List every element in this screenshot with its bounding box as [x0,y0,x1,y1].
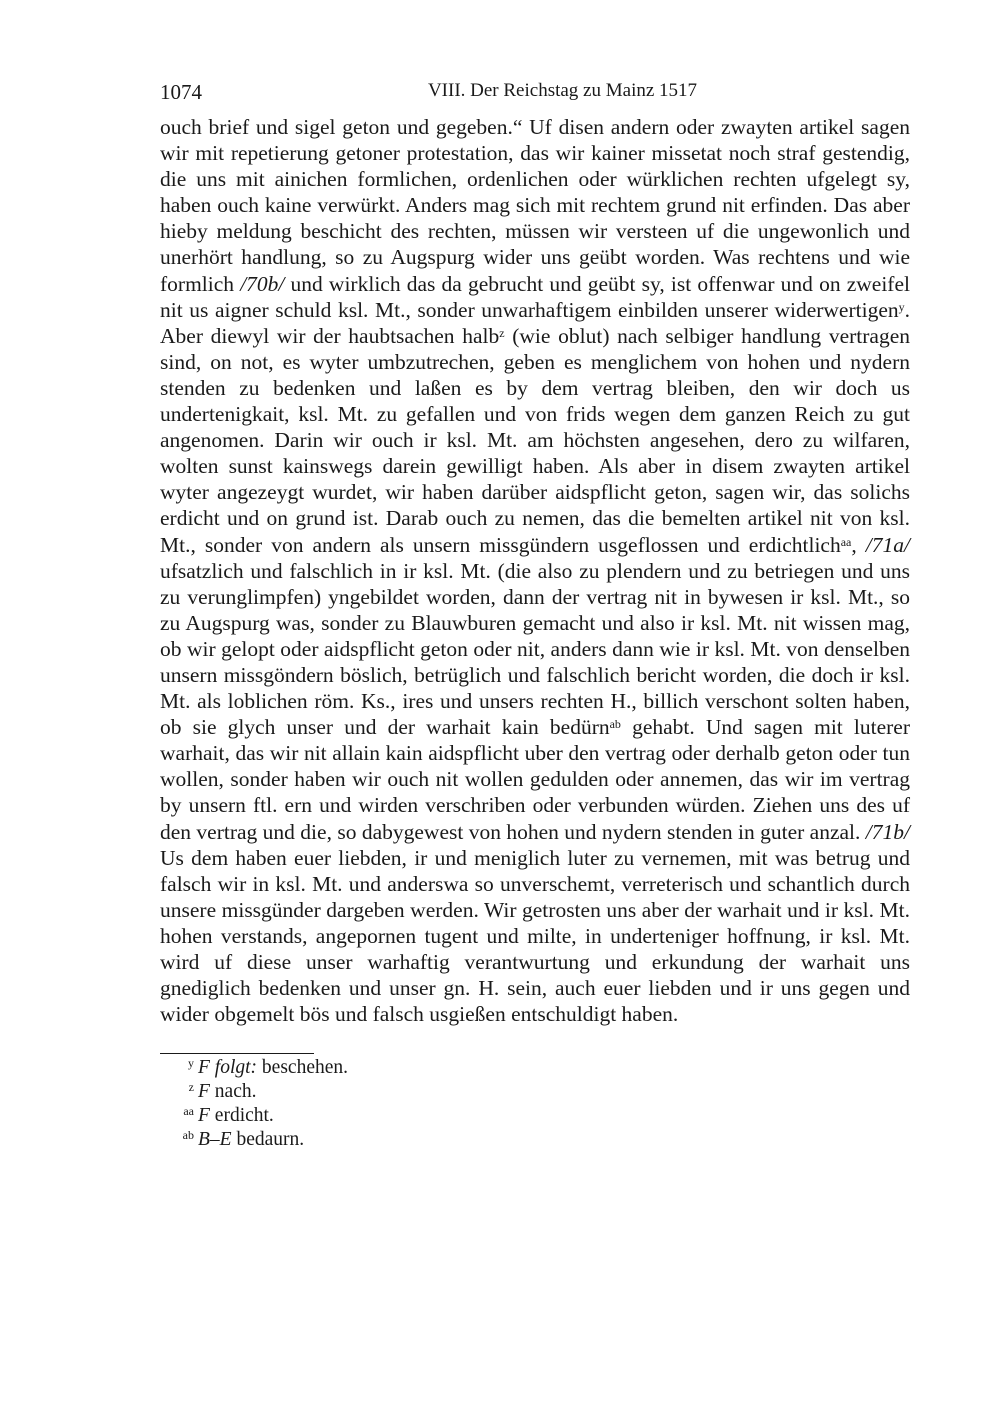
footnote: $^{aa}$ F erdicht. [183,1104,274,1127]
page-header [160,80,910,108]
running-head: VIII. Der Reichstag zu Mainz 1517 [427,80,698,101]
footnote-ref: z [499,325,505,340]
footnote: $^z$ F nach. [188,1080,257,1103]
footnote-ref: y [898,299,905,314]
footnote-text: bedaurn. [236,1129,305,1151]
text-segment: Us dem haben euer liebden, ir und meniglich luter zu vernemen, mit was betrug und falsch wir in ksl. Mt. und anderswa so unverschemt, verreterisch und schantlich durch unsere missgünder dargeben werden. Wir getrosten uns aber der warhait und ir ksl. Mt. hohen verstands, angepornen tugent und milte, in underteniger hoffnung, ir ksl. Mt. wird uf diese unser warhaftig verantwurtung und erkundung der warhait uns gnediglich bedenken und unser gn. H. sein, auch euer liebden und ir uns gegen und wider obgemelt bös und falsch usgießen entschuldigt haben. [160,845,910,1027]
text-segment: , [851,532,866,557]
page-number: 1074 [160,80,202,104]
footnote: $^y$ F folgt: beschehen. [188,1056,349,1079]
text-segment: . Aber diewyl wir der haubtsachen halb [160,297,910,348]
text-segment: und wirklich das da gebrucht und geübt sy, ist offenwar und on zweifel nit us aigner schuld ksl. Mt., sonder unwarhaftigem einbilden unserer widerwertigen [160,271,910,322]
footnote-text: erdicht. [214,1105,274,1127]
footnote-source: F folgt: [198,1057,258,1079]
main-text [160,114,910,1027]
footnote-ref: ab [609,717,621,732]
text-segment: ufsatzlich und falschlich in ir ksl. Mt. (die also zu plendern und zu betriegen und uns zu verunglimpfen) yngebildet worden, dann der vertrag nit in bywesen ir ksl. Mt., so zu Augspurg was, sonder zu Blauwburen gemacht und also ir ksl. Mt. nit wissen mag, ob wir gelopt oder aidspflicht geton oder nit, anders dann wie ir ksl. Mt. von denselben unsern missgöndern böslich, betrüglich und falschlich bericht worden, die doch ir ksl. Mt. als loblichen röm. Ks., ires und unsers rechten H., billich verschont solten haben, ob sie glych unser und der warhait kain bedürn [160,558,910,740]
footnote-source: B–E [198,1129,232,1151]
text-segment: gehabt. Und sagen mit luterer warhait, das wir nit allain kain aidspflicht uber den vertrag oder derhalb geton oder tun wollen, sonder haben wir ouch nit wollen gedulden oder annemen, das wir im vertrag by unsern ftl. ern und wirden verschriben oder verbunden würden. Ziehen uns des uf den vertrag und die, so dabygewest von hohen und nydern stenden in guter anzal. [160,715,910,844]
footnote-text: beschehen. [261,1057,349,1079]
footnote-separator [160,1053,314,1054]
footnote-text: nach. [214,1081,257,1103]
footnote-ref: aa [840,534,852,549]
text-segment: ouch brief und sigel geton und gegeben.“ Uf disen andern oder zwayten artikel sagen wir mit repetierung getoner protestation, das wir kainer missetat noch straf gestendig, die uns mit ainichen formlichen, ordenlichen oder würklichen rechten ufgelegt sy, haben ouch kaine verwürkt. Anders mag sich mit rechtem grund nit erfinden. Das aber hieby meldung beschicht des rechten, müssen wir versteen uf die ungewonlich und unerhört handlung, so zu Augspurg wider uns geübt worden. Was rechtens und wie formlich [160,115,910,296]
text-segment: (wie oblut) nach selbiger handlung vertragen sind, on not, es wyter umbzutrechen, geben es menglichem von hohen und nydern stenden zu bedenken und laßen es by dem vertrag bleiben, den wir doch us undertenigkait, ksl. Mt. zu gefallen und von frids wegen dem ganzen Reich zu gut angenomen. Darin wir ouch ir ksl. Mt. am höchsten angesehen, dero zu wilfaren, wolten sunst kainswegs darein gewilligt haben. Als aber in disem zwayten artikel wyter angezeygt wurdet, wir haben darüber aidspflicht geton, sagen wir, das solichs erdicht und on grund ist. Darab ouch zu nemen, das die bemelten artikel nit von ksl. Mt., sonder von andern als unsern missgündern usgeflossen und erdichtlich [160,323,910,557]
folio-marker: /70b/ [240,271,285,296]
footnotes [160,1056,910,1152]
document-page [160,80,910,1152]
footnote-source: F [198,1081,210,1103]
folio-marker: /71b/ [865,819,910,844]
folio-marker: /71a/ [865,532,910,557]
footnote: $^{ab}$ B–E bedaurn. [182,1128,305,1151]
footnote-source: F [198,1105,210,1127]
